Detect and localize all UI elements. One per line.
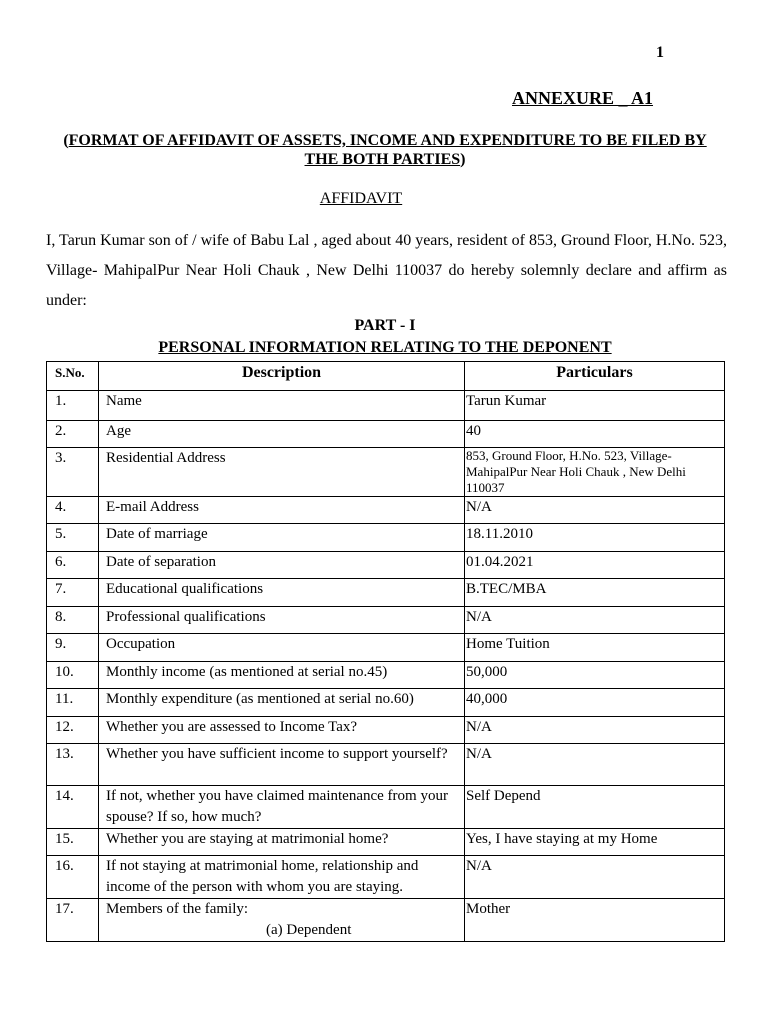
row-sno: 15.	[47, 829, 99, 856]
personal-info-table	[46, 361, 725, 942]
row-particulars: Self Depend	[465, 786, 725, 829]
affidavit-heading: AFFIDAVIT	[319, 190, 403, 207]
row-particulars: Yes, I have staying at my Home	[465, 829, 725, 856]
row-sno: 9.	[47, 634, 99, 662]
part-subheading: PERSONAL INFORMATION RELATING TO THE DEPONENT	[158, 339, 612, 356]
table-row	[47, 607, 725, 634]
row-description: If not, whether you have claimed maintenance from your spouse? If so, how much?	[99, 786, 465, 829]
row-description-text: Members of the family:	[106, 901, 249, 917]
row-description: Monthly expenditure (as mentioned at serial no.60)	[99, 689, 465, 717]
row-sno: 8.	[47, 607, 99, 634]
row-sno: 10.	[47, 662, 99, 689]
table-row	[47, 552, 725, 579]
row-sub-item: (a) Dependent	[266, 922, 352, 938]
row-description	[99, 899, 465, 942]
format-title-close-paren: )	[460, 151, 466, 168]
page-number: 1	[656, 44, 664, 61]
format-title	[46, 131, 724, 169]
format-title-text: FORMAT OF AFFIDAVIT OF ASSETS, INCOME AND EXPENDITURE TO BE FILED BY THE BOTH PARTIES	[68, 132, 707, 168]
table-row	[47, 689, 725, 717]
header-particulars: Particulars	[465, 362, 725, 391]
row-description: Occupation	[99, 634, 465, 662]
row-sno: 1.	[47, 391, 99, 421]
row-description: Professional qualifications	[99, 607, 465, 634]
row-description: Name	[99, 391, 465, 421]
header-sno: S.No.	[47, 362, 99, 391]
row-description: Monthly income (as mentioned at serial no.45)	[99, 662, 465, 689]
row-description: Whether you are staying at matrimonial home?	[99, 829, 465, 856]
table-row	[47, 786, 725, 829]
table-row	[47, 448, 725, 497]
row-description: Residential Address	[99, 448, 465, 497]
row-particulars: B.TEC/MBA	[465, 579, 725, 607]
table-row	[47, 829, 725, 856]
row-particulars: 40,000	[465, 689, 725, 717]
table-row	[47, 717, 725, 744]
table-row	[47, 524, 725, 552]
table-row	[47, 421, 725, 448]
row-description: Date of marriage	[99, 524, 465, 552]
header-description: Description	[99, 362, 465, 391]
row-particulars: 18.11.2010	[465, 524, 725, 552]
table-row	[47, 579, 725, 607]
row-sno: 11.	[47, 689, 99, 717]
table-row	[47, 899, 725, 942]
part-heading: PART - I	[354, 317, 416, 334]
row-particulars: Mother	[465, 899, 725, 942]
intro-paragraph: I, Tarun Kumar son of / wife of Babu Lal , aged about 40 years, resident of 853, Ground Floor, H.No. 523, Village- MahipalPur Near Holi Chauk , New Delhi 110037 do hereby solemnly declare and affirm as under:	[46, 232, 727, 309]
table-row	[47, 497, 725, 524]
row-particulars: Tarun Kumar	[465, 391, 725, 421]
table-row	[47, 744, 725, 786]
row-sno: 7.	[47, 579, 99, 607]
row-sno: 4.	[47, 497, 99, 524]
format-title-open-paren: (	[63, 132, 69, 149]
table-header-row	[47, 362, 725, 391]
row-sno: 2.	[47, 421, 99, 448]
row-particulars: Home Tuition	[465, 634, 725, 662]
row-particulars: 50,000	[465, 662, 725, 689]
row-description: Date of separation	[99, 552, 465, 579]
row-description: Whether you are assessed to Income Tax?	[99, 717, 465, 744]
row-description: Educational qualifications	[99, 579, 465, 607]
row-sno: 12.	[47, 717, 99, 744]
row-sno: 5.	[47, 524, 99, 552]
table-row	[47, 634, 725, 662]
table-row	[47, 856, 725, 899]
row-sno: 14.	[47, 786, 99, 829]
row-particulars: N/A	[465, 607, 725, 634]
row-sno: 13.	[47, 744, 99, 786]
table-row	[47, 391, 725, 421]
row-sno: 17.	[47, 899, 99, 942]
row-description: If not staying at matrimonial home, relationship and income of the person with whom you are staying.	[99, 856, 465, 899]
row-description: E-mail Address	[99, 497, 465, 524]
table-row	[47, 662, 725, 689]
row-particulars: 40	[465, 421, 725, 448]
row-sno: 3.	[47, 448, 99, 497]
row-particulars: 01.04.2021	[465, 552, 725, 579]
row-particulars: N/A	[465, 856, 725, 899]
row-particulars: N/A	[465, 744, 725, 786]
row-sno: 6.	[47, 552, 99, 579]
row-particulars: N/A	[465, 717, 725, 744]
row-particulars: N/A	[465, 497, 725, 524]
row-description: Whether you have sufficient income to support yourself?	[99, 744, 465, 786]
annexure-title: ANNEXURE _ A1	[512, 88, 654, 108]
row-particulars: 853, Ground Floor, H.No. 523, Village- MahipalPur Near Holi Chauk , New Delhi 110037	[465, 448, 725, 497]
row-description: Age	[99, 421, 465, 448]
row-sno: 16.	[47, 856, 99, 899]
